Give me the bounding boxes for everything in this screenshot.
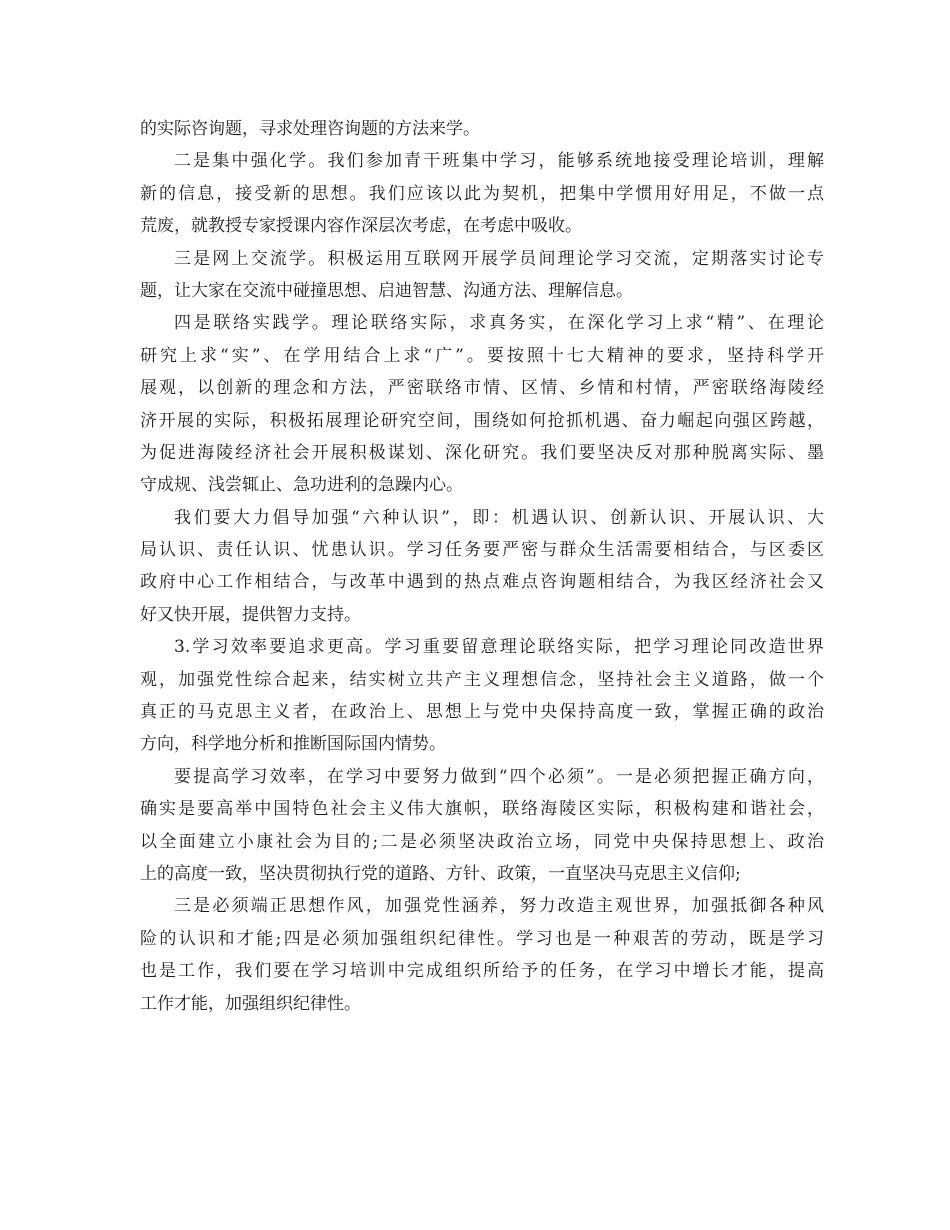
paragraph <box>140 890 824 1020</box>
text-line: 3.学习效率要追求更高。学习重要留意理论联络实际，把学习理论同改造世界 <box>174 637 824 658</box>
text-line: 题，让大家在交流中碰撞思想、启迪智慧、沟通方法、理解信息。 <box>140 280 633 301</box>
text-line: 为促进海陵经济社会开展积极谋划、深化研究。我们要坚决反对那种脱离实际、墨 <box>140 442 824 463</box>
text-line: 确实是要高举中国特色社会主义伟大旗帜，联络海陵区实际，积极构建和谐社会， <box>140 799 824 820</box>
text-line: 上的高度一致，坚决贯彻执行党的道路、方针、政策，一直坚决马克思主义信仰; <box>140 863 741 884</box>
text-line: 以全面建立小康社会为目的;二是必须坚决政治立场，同党中央保持思想上、政治 <box>140 831 824 852</box>
text-line: 我们要大力倡导加强“六种认识”，即：机遇认识、创新认识、开展认识、大 <box>174 507 824 528</box>
text-line: 展观，以创新的理念和方法，严密联络市情、区情、乡情和村情，严密联络海陵经 <box>140 378 824 399</box>
paragraph <box>140 145 824 242</box>
paragraph <box>140 631 824 761</box>
text-line: 要提高学习效率，在学习中要努力做到“四个必须”。一是必须把握正确方向， <box>174 766 824 787</box>
text-line: 新的信息，接受新的思想。我们应该以此为契机，把集中学惯用好用足，不做一点 <box>140 183 824 204</box>
text-line: 三是必须端正思想作风，加强党性涵养，努力改造主观世界，加强抵御各种风 <box>174 896 824 917</box>
text-line: 真正的马克思主义者，在政治上、思想上与党中央保持高度一致，掌握正确的政治 <box>140 702 824 723</box>
text-line: 观，加强党性综合起来，结实树立共产主义理想信念，坚持社会主义道路，做一个 <box>140 669 824 690</box>
text-line: 荒废，就教授专家授课内容作深层次考虑，在考虑中吸收。 <box>140 216 582 237</box>
paragraph <box>140 761 824 891</box>
text-line: 政府中心工作相结合，与改革中遇到的热点难点咨询题相结合，为我区经济社会又 <box>140 572 824 593</box>
text-line: 的实际咨询题，寻求处理咨询题的方法来学。 <box>140 119 480 139</box>
text-line: 险的认识和才能;四是必须加强组织纪律性。学习也是一种艰苦的劳动，既是学习 <box>140 928 824 949</box>
text-line: 守成规、浅尝辄止、急功进利的急躁内心。 <box>140 475 463 496</box>
text-line: 二是集中强化学。我们参加青干班集中学习，能够系统地接受理论培训，理解 <box>174 151 824 172</box>
text-line: 好又快开展，提供智力支持。 <box>140 604 361 625</box>
text-line: 四是联络实践学。理论联络实际，求真务实，在深化学习上求“精”、在理论 <box>174 313 824 334</box>
paragraph <box>140 243 824 308</box>
text-line: 济开展的实际，积极拓展理论研究空间，围绕如何抢抓机遇、奋力崛起向强区跨越， <box>140 410 824 431</box>
paragraph <box>140 307 824 501</box>
paragraph <box>140 502 824 632</box>
document-body <box>140 113 824 1020</box>
text-line: 研究上求“实”、在学用结合上求“广”。要按照十七大精神的要求，坚持科学开 <box>140 345 824 366</box>
text-line: 工作才能，加强组织纪律性。 <box>140 993 361 1014</box>
text-line: 方向，科学地分析和推断国际国内情势。 <box>140 734 446 755</box>
text-line: 也是工作，我们要在学习培训中完成组织所给予的任务，在学习中增长才能，提高 <box>140 961 824 982</box>
paragraph <box>140 113 824 145</box>
text-line: 三是网上交流学。积极运用互联网开展学员间理论学习交流，定期落实讨论专 <box>174 248 824 269</box>
text-line: 局认识、责任认识、忧患认识。学习任务要严密与群众生活需要相结合，与区委区 <box>140 540 824 561</box>
